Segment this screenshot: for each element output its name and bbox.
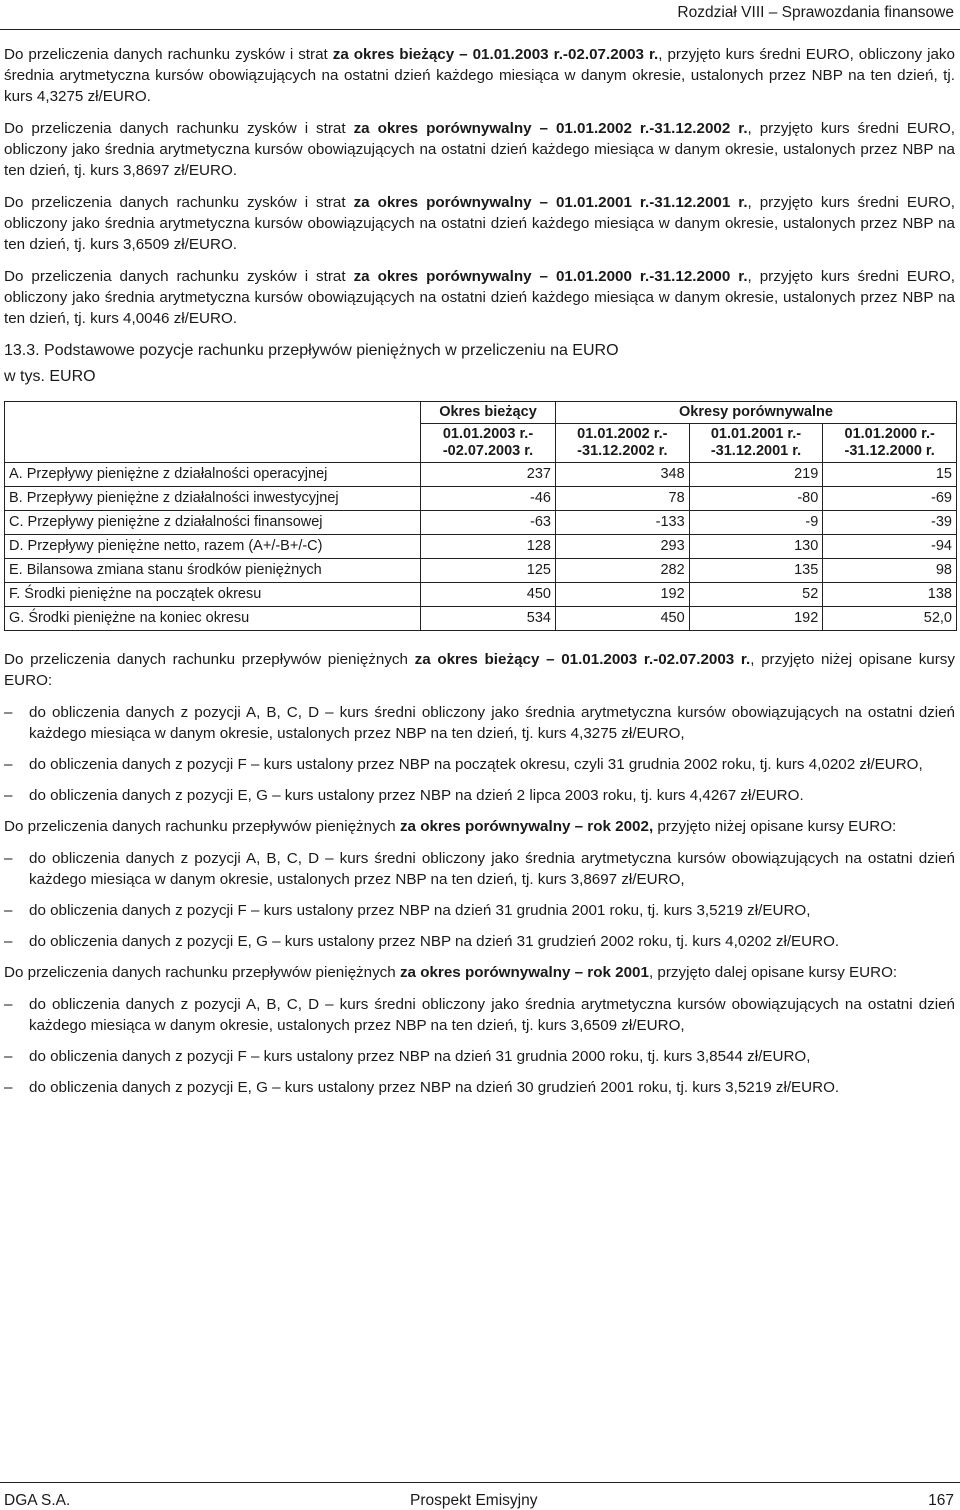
cell-value: 52,0 [823, 607, 957, 631]
units-label: w tys. EURO [4, 368, 96, 385]
intro-paragraph: Do przeliczenia danych rachunku zysków i strat za okres porównywalny – 01.01.2002 r.-31.12.2002 r., przyjęto kurs średni EURO, obliczony jako średnia arytmetyczna kursów obowiązujących na ostatni dzień każdego miesiąca w danym okresie, ustalonych przez NBP na ten dzień, tj. kurs 3,8697 zł/EURO. [4, 120, 955, 179]
footer-document: Prospekt Emisyjny [410, 1492, 538, 1509]
list-item: – do obliczenia danych z pozycji E, G – kurs ustalony przez NBP na dzień 2 lipca 2003 roku, tj. kurs 4,4267 zł/EURO. [4, 785, 955, 806]
comparative-periods-header: Okresy porównywalne [556, 402, 957, 424]
row-label: E. Bilansowa zmiana stanu środków pieniężnych [5, 559, 421, 583]
page-number: 167 [928, 1492, 954, 1509]
current-period-header: Okres bieżący [421, 402, 556, 424]
table-row [5, 511, 957, 535]
table-row [5, 583, 957, 607]
cell-value: -94 [823, 535, 957, 559]
intro-paragraph: Do przeliczenia danych rachunku zysków i strat za okres porównywalny – 01.01.2001 r.-31.12.2001 r., przyjęto kurs średni EURO, obliczony jako średnia arytmetyczna kursów obowiązujących na ostatni dzień każdego miesiąca w danym okresie, ustalonych przez NBP na ten dzień, tj. kurs 3,6509 zł/EURO. [4, 194, 955, 253]
rate-section-intro: Do przeliczenia danych rachunku przepływów pieniężnych za okres porównywalny – rok 2001, przyjęto dalej opisane kursy EURO: [4, 964, 898, 981]
cell-value: 128 [421, 535, 556, 559]
cell-value: 450 [556, 607, 690, 631]
table-row [5, 487, 957, 511]
row-label: A. Przepływy pieniężne z działalności operacyjnej [5, 463, 421, 487]
cell-value: 450 [421, 583, 556, 607]
cell-value: 15 [823, 463, 957, 487]
cell-value: 135 [689, 559, 823, 583]
cell-value: 78 [556, 487, 690, 511]
intro-paragraph: Do przeliczenia danych rachunku zysków i strat za okres bieżący – 01.01.2003 r.-02.07.2003 r., przyjęto kurs średni EURO, obliczony jako średnia arytmetyczna kursów obowiązujących na ostatni dzień każdego miesiąca w danym okresie, ustalonych przez NBP na ten dzień, tj. kurs 4,3275 zł/EURO. [4, 46, 955, 105]
row-label: C. Przepływy pieniężne z działalności finansowej [5, 511, 421, 535]
cell-value: 293 [556, 535, 690, 559]
list-item: – do obliczenia danych z pozycji A, B, C, D – kurs średni obliczony jako średnia arytmetyczna kursów obowiązujących na ostatni dzień każdego miesiąca w danym okresie, ustalonych przez NBP na ten dzień, tj. kurs 3,8697 zł/EURO, [4, 848, 955, 890]
cell-value: 130 [689, 535, 823, 559]
page-content [4, 44, 955, 1108]
row-label: B. Przepływy pieniężne z działalności inwestycyjnej [5, 487, 421, 511]
rate-list [4, 994, 955, 1098]
cash-flow-table [4, 401, 957, 631]
row-label: G. Środki pieniężne na koniec okresu [5, 607, 421, 631]
list-item: – do obliczenia danych z pozycji A, B, C, D – kurs średni obliczony jako średnia arytmetyczna kursów obowiązujących na ostatni dzień każdego miesiąca w danym okresie, ustalonych przez NBP na ten dzień, tj. kurs 4,3275 zł/EURO, [4, 702, 955, 744]
cell-value: 348 [556, 463, 690, 487]
rate-list [4, 848, 955, 952]
cell-value: -46 [421, 487, 556, 511]
cell-value: 125 [421, 559, 556, 583]
cell-value: -69 [823, 487, 957, 511]
intro-paragraph: Do przeliczenia danych rachunku zysków i strat za okres porównywalny – 01.01.2000 r.-31.12.2000 r., przyjęto kurs średni EURO, obliczony jako średnia arytmetyczna kursów obowiązujących na ostatni dzień każdego miesiąca w danym okresie, ustalonych przez NBP na ten dzień, tj. kurs 4,0046 zł/EURO. [4, 268, 955, 327]
cell-value: 219 [689, 463, 823, 487]
list-item: – do obliczenia danych z pozycji E, G – kurs ustalony przez NBP na dzień 31 grudzień 2002 roku, tj. kurs 4,0202 zł/EURO. [4, 931, 955, 952]
table-row [5, 463, 957, 487]
table-corner [5, 402, 421, 463]
cell-value: -63 [421, 511, 556, 535]
footer-company: DGA S.A. [4, 1492, 71, 1509]
rate-list [4, 702, 955, 806]
list-item: – do obliczenia danych z pozycji A, B, C, D – kurs średni obliczony jako średnia arytmetyczna kursów obowiązujących na ostatni dzień każdego miesiąca w danym okresie, ustalonych przez NBP na ten dzień, tj. kurs 3,6509 zł/EURO, [4, 994, 955, 1036]
list-item: – do obliczenia danych z pozycji E, G – kurs ustalony przez NBP na dzień 30 grudzień 2001 roku, tj. kurs 3,5219 zł/EURO. [4, 1077, 955, 1098]
cell-value: 282 [556, 559, 690, 583]
cell-value: 98 [823, 559, 957, 583]
cell-value: -9 [689, 511, 823, 535]
section-title: 13.3. Podstawowe pozycje rachunku przepływów pieniężnych w przeliczeniu na EURO [4, 342, 619, 359]
list-item: – do obliczenia danych z pozycji F – kurs ustalony przez NBP na dzień 31 grudnia 2000 roku, tj. kurs 3,8544 zł/EURO, [4, 1046, 955, 1067]
rate-section-intro: Do przeliczenia danych rachunku przepływów pieniężnych za okres bieżący – 01.01.2003 r.-02.07.2003 r., przyjęto niżej opisane kursy EURO: [4, 651, 955, 689]
cell-value: -39 [823, 511, 957, 535]
table-row [5, 607, 957, 631]
period-header: 01.01.2000 r.- -31.12.2000 r. [823, 424, 957, 463]
rate-section-intro: Do przeliczenia danych rachunku przepływów pieniężnych za okres porównywalny – rok 2002, przyjęto niżej opisane kursy EURO: [4, 818, 897, 835]
period-header: 01.01.2002 r.- -31.12.2002 r. [556, 424, 690, 463]
cell-value: -80 [689, 487, 823, 511]
row-label: D. Przepływy pieniężne netto, razem (A+/-B+/-C) [5, 535, 421, 559]
cell-value: 192 [689, 607, 823, 631]
list-item: – do obliczenia danych z pozycji F – kurs ustalony przez NBP na początek okresu, czyli 31 grudnia 2002 roku, tj. kurs 4,0202 zł/EURO, [4, 754, 955, 775]
period-header: 01.01.2001 r.- -31.12.2001 r. [689, 424, 823, 463]
cell-value: 52 [689, 583, 823, 607]
cell-value: 237 [421, 463, 556, 487]
cell-value: -133 [556, 511, 690, 535]
period-header: 01.01.2003 r.- -02.07.2003 r. [421, 424, 556, 463]
exchange-rate-sections [4, 649, 955, 1098]
intro-paragraphs [4, 44, 955, 329]
running-title: Rozdział VIII – Sprawozdania finansowe [677, 4, 954, 21]
page-footer [0, 1482, 960, 1510]
list-item: – do obliczenia danych z pozycji F – kurs ustalony przez NBP na dzień 31 grudnia 2001 roku, tj. kurs 3,5219 zł/EURO, [4, 900, 955, 921]
table-header-row [5, 402, 957, 424]
table-row [5, 535, 957, 559]
row-label: F. Środki pieniężne na początek okresu [5, 583, 421, 607]
cell-value: 192 [556, 583, 690, 607]
table-body [5, 463, 957, 631]
cell-value: 534 [421, 607, 556, 631]
cell-value: 138 [823, 583, 957, 607]
table-row [5, 559, 957, 583]
page-header [0, 0, 960, 30]
